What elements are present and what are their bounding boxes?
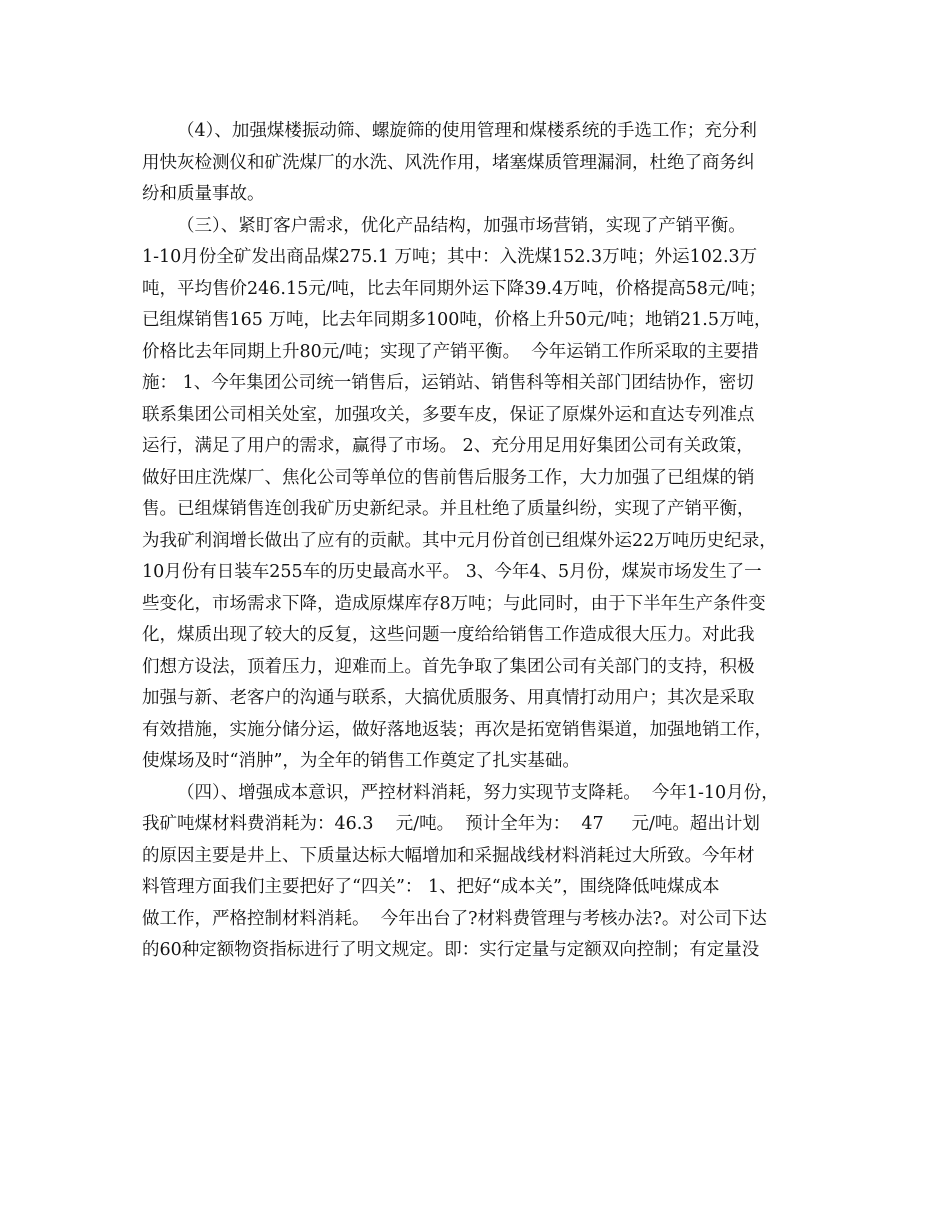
paragraph-line: 做好田庄洗煤厂、焦化公司等单位的售前售后服务工作，大力加强了已组煤的销 bbox=[142, 467, 755, 488]
paragraph-line: 纷和质量事故。 bbox=[142, 184, 265, 204]
paragraph-line: 运行，满足了用户的需求，赢得了市场。 2、充分用足用好集团公司有关政策， bbox=[142, 436, 754, 456]
paragraph-line: 用快灰检测仪和矿洗煤厂的水洗、风洗作用，堵塞煤质管理漏洞，杜绝了商务纠 bbox=[142, 152, 755, 173]
paragraph-line: 联系集团公司相关处室，加强攻关，多要车皮，保证了原煤外运和直达专列准点 bbox=[142, 404, 755, 425]
paragraph-line: 化，煤质出现了较大的反复，这些问题一度给给销售工作造成很大压力。对此我 bbox=[142, 625, 755, 645]
paragraph-line: 们想方设法，顶着压力，迎难而上。首先争取了集团公司有关部门的支持，积极 bbox=[142, 656, 755, 677]
paragraph-line: 我矿吨煤材料费消耗为：46.3 元/吨。 预计全年为： 47 元/吨。超出计划 bbox=[142, 814, 760, 834]
paragraph-line: 1-10月份全矿发出商品煤275.1 万吨；其中：入洗煤152.3万吨；外运102.3万 bbox=[142, 247, 758, 267]
section-heading-line: （四）、增强成本意识，严控材料消耗，努力实现节支降耗。 今年1-10月份， bbox=[177, 782, 779, 803]
paragraph-line: 做工作，严格控制材料消耗。 今年出台了?材料费管理与考核办法?。对公司下达 bbox=[142, 908, 767, 929]
paragraph-line: 的原因主要是井上、下质量达标大幅增加和采掘战线材料消耗过大所致。今年材 bbox=[142, 845, 755, 866]
document-body bbox=[142, 116, 808, 967]
paragraph-line: 吨，平均售价246.15元/吨，比去年同期外运下降39.4万吨，价格提高58元/吨； bbox=[142, 278, 767, 299]
paragraph-line: 为我矿利润增长做出了应有的贡献。其中元月份首创已组煤外运22万吨历史纪录， bbox=[142, 530, 777, 551]
paragraph-line: （4）、加强煤楼振动筛、螺旋筛的使用管理和煤楼系统的手选工作；充分利 bbox=[177, 121, 757, 141]
paragraph-line: 加强与新、老客户的沟通与联系，大搞优质服务、用真情打动用户；其次是采取 bbox=[142, 688, 755, 708]
section-heading-line: （三）、紧盯客户需求，优化产品结构，加强市场营销，实现了产销平衡。 bbox=[177, 215, 746, 236]
paragraph-line: 料管理方面我们主要把好了“四关”： 1、把好“成本关”，围绕降低吨煤成本 bbox=[142, 877, 720, 897]
paragraph-line: 使煤场及时“消肿”，为全年的销售工作奠定了扎实基础。 bbox=[142, 751, 580, 771]
paragraph-line: 售。已组煤销售连创我矿历史新纪录。并且杜绝了质量纠纷，实现了产销平衡， bbox=[142, 499, 755, 519]
paragraph-line: 的60种定额物资指标进行了明文规定。即：实行定量与定额双向控制；有定量没 bbox=[142, 940, 760, 960]
paragraph-line: 10月份有日装车255车的历史最高水平。 3、今年4、5月份，煤炭市场发生了一 bbox=[142, 562, 762, 582]
paragraph-line: 有效措施，实施分储分运，做好落地返装；再次是拓宽销售渠道，加强地销工作， bbox=[142, 719, 772, 740]
paragraph-line: 价格比去年同期上升80元/吨；实现了产销平衡。 今年运销工作所采取的主要措 bbox=[142, 341, 759, 362]
paragraph-line: 已组煤销售165 万吨，比去年同期多100吨，价格上升50元/吨；地销21.5万吨， bbox=[142, 310, 772, 330]
paragraph-line: 些变化，市场需求下降，造成原煤库存8万吨；与此同时，由于下半年生产条件变 bbox=[142, 593, 766, 614]
paragraph-line: 施： 1、今年集团公司统一销售后，运销站、销售科等相关部门团结协作，密切 bbox=[142, 373, 754, 393]
